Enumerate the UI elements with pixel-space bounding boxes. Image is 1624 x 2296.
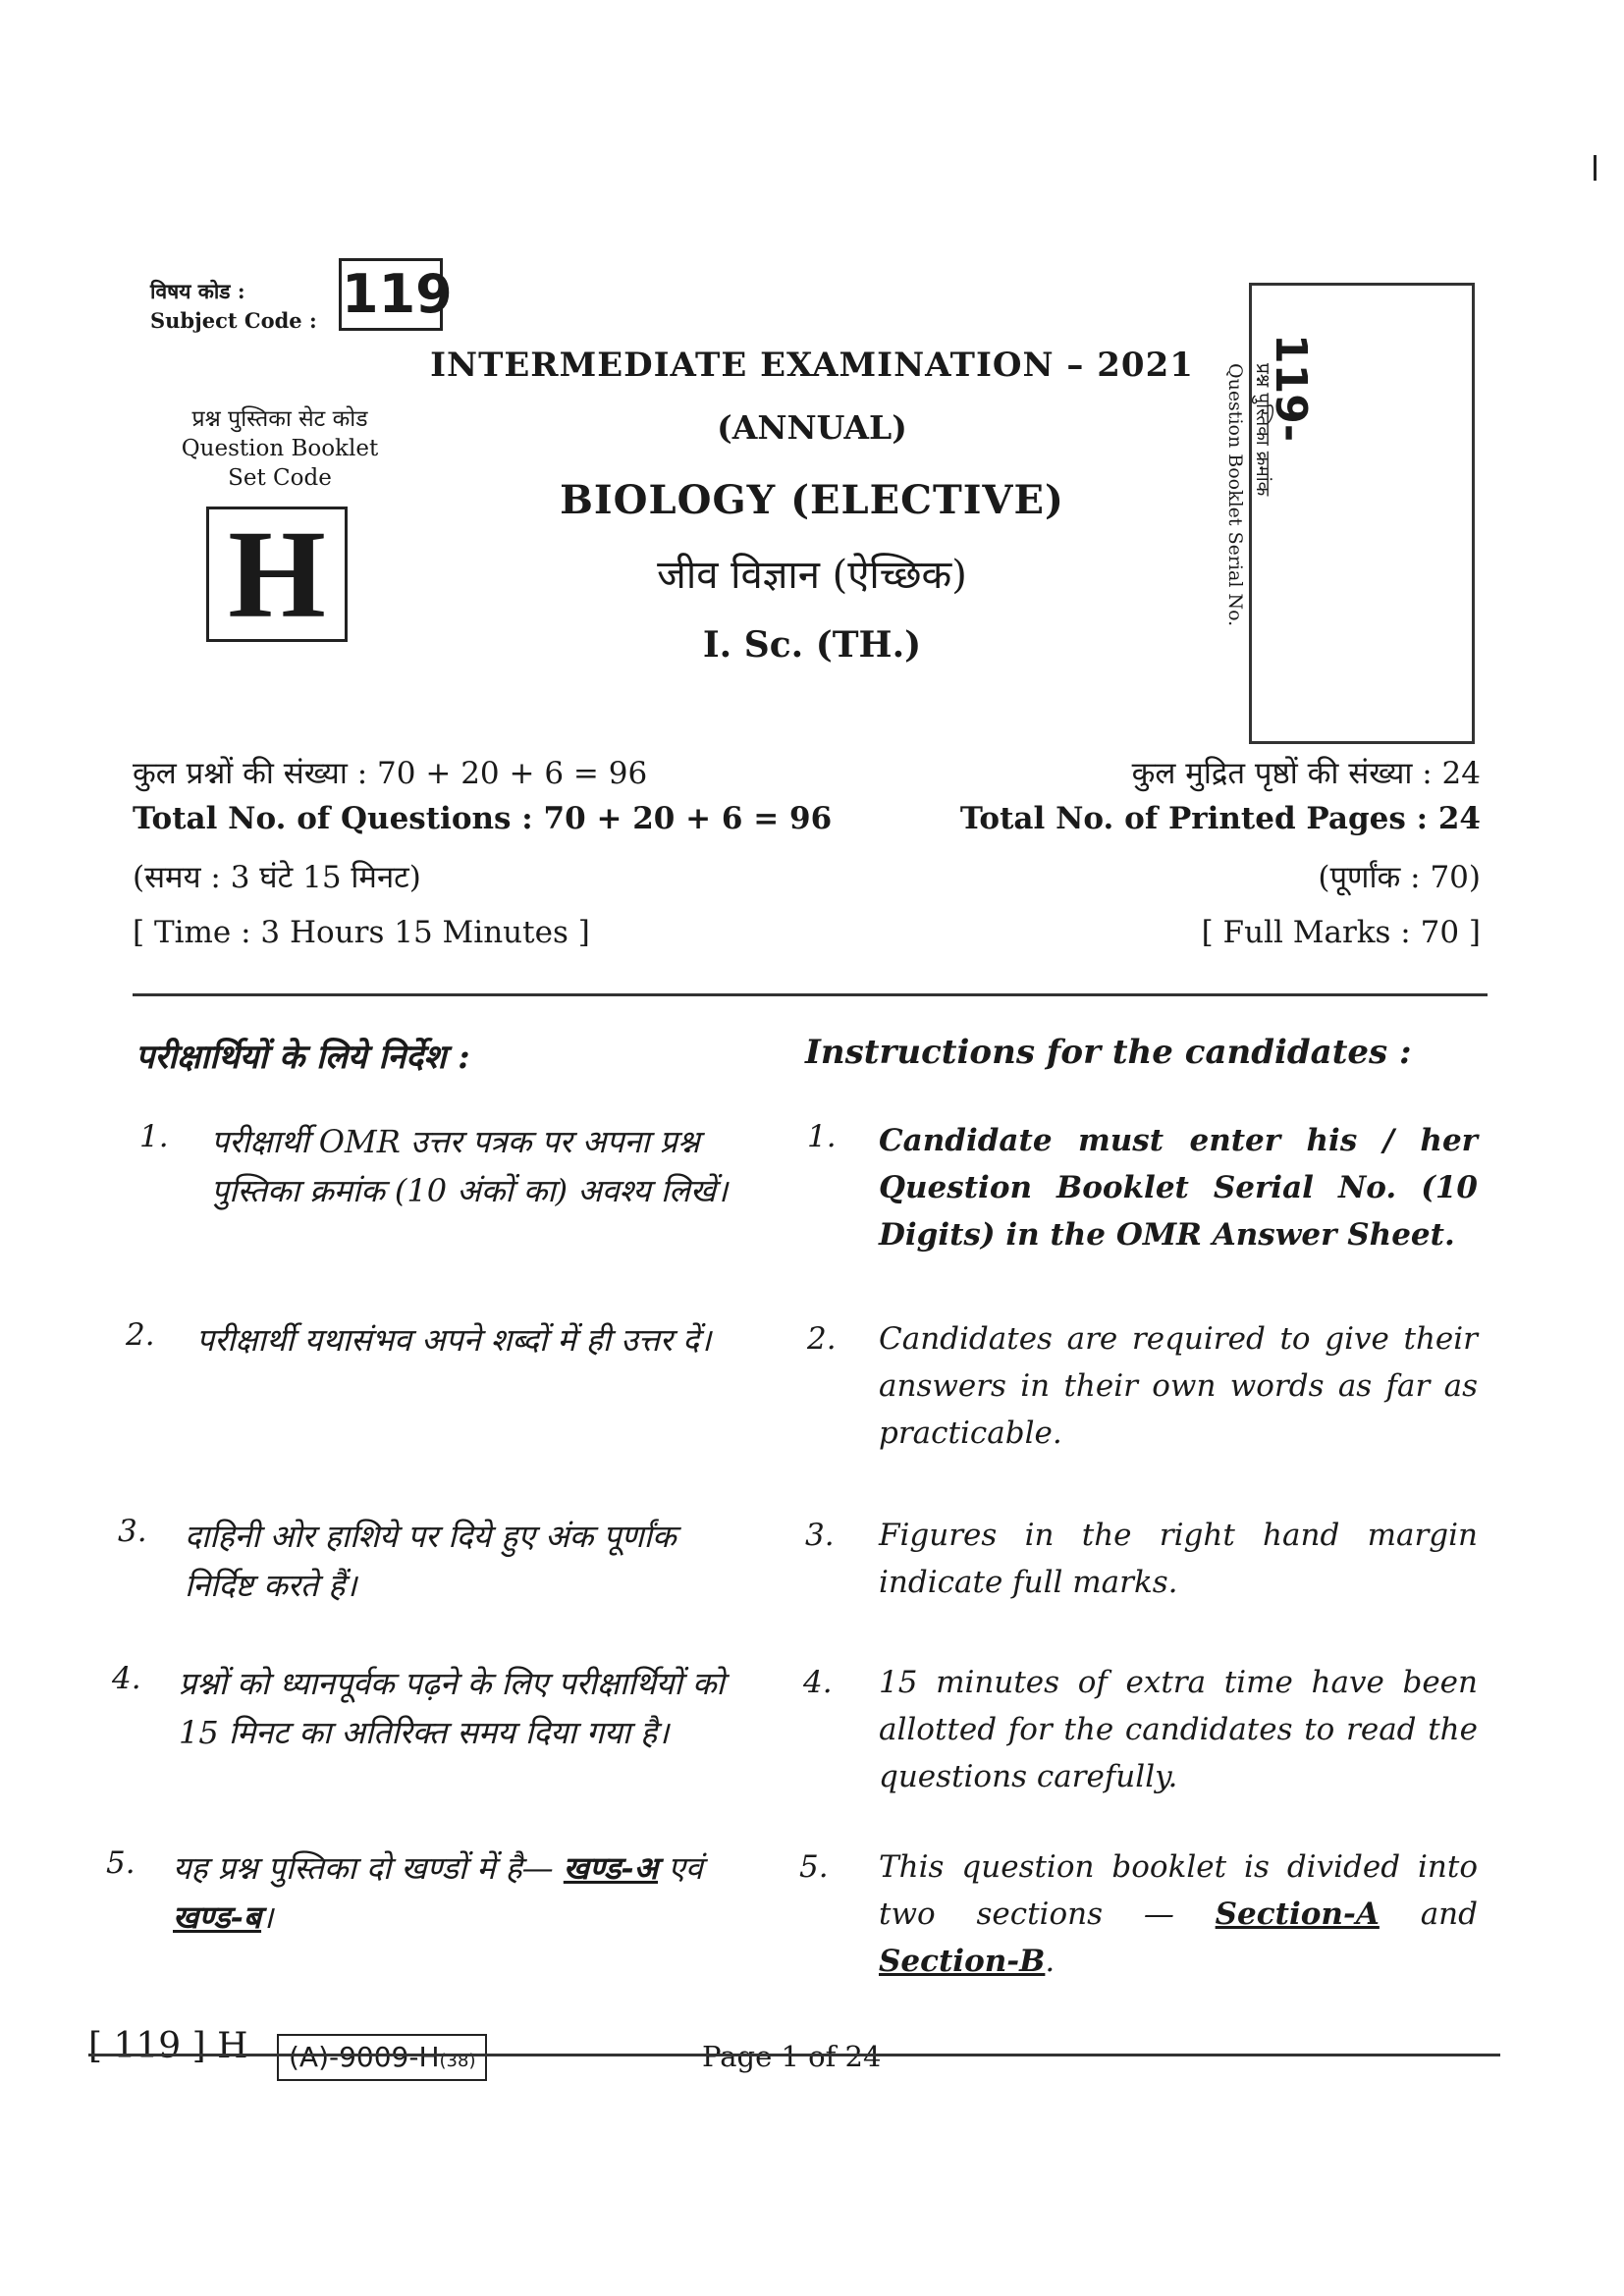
- section-b: Section-B: [879, 1944, 1046, 1979]
- instruction-text-hindi: प्रश्नों को ध्यानपूर्वक पढ़ने के लिए परीक्षार्थियों को 15 मिनट का अतिरिक्त समय दिया गया है।: [179, 1665, 725, 1751]
- full-marks: [ Full Marks : 70 ]: [1201, 915, 1481, 950]
- instruction-text: 15 minutes of extra time have been allotted for the candidates to read the questions carefully.: [879, 1665, 1478, 1794]
- exam-title: INTERMEDIATE EXAMINATION – 2021: [430, 346, 1194, 385]
- footer-divider: [88, 2054, 1500, 2056]
- subject-code: 119: [339, 258, 443, 331]
- divider: [133, 993, 1488, 996]
- pages-count: Total No. of Printed Pages : 24: [959, 801, 1481, 836]
- item-number: 2.: [126, 1317, 155, 1353]
- subject-name-hindi: जीव विज्ञान (ऐच्छिक): [657, 553, 967, 598]
- serial-number: 119-: [1266, 334, 1316, 443]
- item-number: 4.: [803, 1665, 833, 1700]
- exam-session: (ANNUAL): [717, 408, 907, 447]
- questions-count-hindi: कुल प्रश्नों की संख्या : 70 + 20 + 6 = 96: [133, 756, 648, 791]
- instruction-text-hindi: यह प्रश्न पुस्तिका दो खण्डों में है— खण्ड-अ एवं खण्ड-ब।: [173, 1849, 703, 1936]
- section-a-hindi: खण्ड-अ: [563, 1849, 659, 1887]
- item-number: 3.: [118, 1514, 147, 1549]
- corner-mark: [1594, 155, 1597, 181]
- subject-name: BIOLOGY (ELECTIVE): [560, 477, 1064, 523]
- marks-hindi: (पूर्णांक : 70): [1318, 860, 1481, 895]
- instruction-text-hindi: परीक्षार्थी OMR उत्तर पत्रक पर अपना प्रश्न पुस्तिका क्रमांक (10 अंकों का) अवश्य लिखें।: [211, 1123, 729, 1209]
- pages-count-hindi: कुल मुद्रित पृष्ठों की संख्या : 24: [1131, 756, 1481, 791]
- footer-code: [ 119 ] H: [88, 2026, 248, 2066]
- course-name: I. Sc. (TH.): [702, 624, 922, 666]
- instruction-text: Candidate must enter his / her Question Booklet Serial No. (10 Digits) in the OMR Answer Sheet.: [879, 1123, 1478, 1253]
- questions-count: Total No. of Questions : 70 + 20 + 6 = 96: [133, 801, 833, 836]
- item-number: 5.: [799, 1849, 829, 1885]
- item-number: 4.: [112, 1661, 141, 1696]
- footer-booklet-code: (A)-9009-H(38): [277, 2034, 487, 2081]
- item-number: 2.: [807, 1321, 837, 1357]
- item-number: 3.: [805, 1518, 835, 1553]
- section-a: Section-A: [1215, 1896, 1380, 1932]
- time-allowed: [ Time : 3 Hours 15 Minutes ]: [133, 915, 590, 950]
- set-code: H: [206, 507, 348, 642]
- set-code-label: प्रश्न पुस्तिका सेट कोड Question Booklet Set Code: [181, 406, 379, 491]
- time-hindi: (समय : 3 घंटे 15 मिनट): [133, 860, 421, 895]
- item-number: 5.: [106, 1845, 135, 1881]
- instructions-heading: Instructions for the candidates :: [805, 1033, 1412, 1072]
- instruction-text: Candidates are required to give their answers in their own words as far as practicable.: [879, 1321, 1478, 1451]
- instruction-text-hindi: परीक्षार्थी यथासंभव अपने शब्दों में ही उत्तर दें।: [196, 1321, 712, 1359]
- serial-number-label: प्रश्न पुस्तिका क्रमांक Question Booklet Serial No.: [1224, 363, 1273, 627]
- subject-code-label: विषय कोड : Subject Code :: [150, 279, 317, 333]
- instruction-text: This question booklet is divided into two sections — Section-A and Section-B.: [879, 1849, 1478, 1979]
- page-number: Page 1 of 24: [702, 2040, 882, 2073]
- item-number: 1.: [807, 1119, 837, 1154]
- instructions-heading-hindi: परीक्षार्थियों के लिये निर्देश :: [135, 1038, 470, 1077]
- item-number: 1.: [139, 1119, 169, 1154]
- section-b-hindi: खण्ड-ब: [173, 1898, 262, 1936]
- instruction-text-hindi: दाहिनी ओर हाशिये पर दिये हुए अंक पूर्णांक निर्दिष्ट करते हैं।: [185, 1518, 677, 1604]
- instruction-text: Figures in the right hand margin indicate full marks.: [879, 1518, 1478, 1600]
